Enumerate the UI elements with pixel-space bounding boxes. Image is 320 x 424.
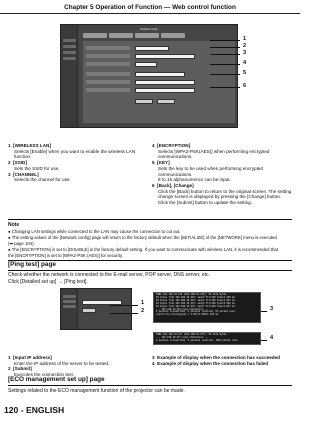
wireless-lan-toggle[interactable]: [135, 46, 169, 51]
note-item: (➡ page 104).: [8, 241, 35, 246]
desc-left-column: 1 [WIRELESS LAN] Selects [Enable] when you want to enable the wireless LAN function. 2 [SSID] Sets the SSID for use. 3 [CHANNEL] Selects the channel for use.: [8, 143, 136, 183]
ping-intro-line: Check whether the network is connected to the E-mail server, POP server, DNS server, etc.: [8, 272, 210, 278]
ping-callout-3: 3: [270, 306, 274, 312]
note-top-rule: [8, 219, 292, 220]
eco-section-rule: [8, 385, 292, 386]
callout-5: 5: [243, 70, 247, 76]
note-item: ● Changing LAN settings while connected to the LAN may cause the connection to cut out.: [8, 229, 181, 234]
ssid-field[interactable]: [135, 54, 195, 59]
ping-test-screenshot: [60, 288, 132, 330]
channel-select[interactable]: [135, 62, 157, 67]
change-button[interactable]: [157, 99, 175, 104]
callout-4: 4: [243, 60, 247, 66]
desc-key-title: [KEY]: [157, 160, 170, 166]
eco-section-heading: [ECO management set up] page: [8, 376, 105, 383]
desc-ssid-title: [SSID]: [13, 160, 27, 166]
callout-6: 6: [243, 83, 247, 89]
ping-section-rule: [8, 270, 292, 271]
ping-section-heading: [Ping test] page: [8, 261, 56, 268]
desc-wireless-lan-title: [WIRELESS LAN]: [13, 143, 51, 148]
note-item: ● The setting values of the [Network config] page will return to the factory default when the [INITIALIZE] of the [NETWORK] menu is executed: [8, 235, 277, 240]
desc-channel-title: [CHANNEL]: [13, 171, 39, 177]
ping-desc-right: 3 Example of display when the connection has succeeded 4 Example of display when the connection has failed: [152, 355, 280, 366]
desc-encryption-title: [ENCRYPTION]: [157, 143, 191, 148]
chapter-header: Chapter 5 Operation of Function — Web control function: [64, 4, 236, 11]
note-item: ● The [ENCRYPTION] is set to [DISABLE] in the factory default setting. If you want to communicate with wireless LAN, it is recommended that: [8, 247, 278, 252]
desc-back-change-title: [Back], [Change]: [157, 182, 194, 188]
note-title: Note: [8, 222, 20, 228]
ping-intro-line: Click [Detailed set up] → [Ping test].: [8, 279, 88, 285]
header-rule: [0, 13, 300, 14]
desc-right-column: 4 [ENCRYPTION] Selects [WPA2-PSK(AES)] when performing encrypted communications. 5 [KEY] Sets the key to be used when performing encrypted communications. 8 to 15 alphanumerics can be input. 6 [Back], [Change] Click the [Back] button to return to the original screen. The setting change screen is displayed by pressing the [Change] button. Click the [Submit] button to update the setting.: [152, 143, 292, 206]
screenshot-tabs: [83, 33, 185, 38]
ping-desc-left: 1 [Input IP address] Enter the IP address of the server to be tested. 2 [Submit] Executes the connection test.: [8, 355, 110, 378]
callout-2: 2: [243, 43, 247, 49]
eco-intro: Settings related to the ECO management function of the projector can be made.: [8, 388, 185, 394]
note-item: the [ENCRYPTION] is set to [WPA2-PSK (AES)] for security.: [8, 253, 123, 258]
callout-1: 1: [243, 36, 247, 42]
callout-3: 3: [243, 50, 247, 56]
back-button[interactable]: [135, 99, 153, 104]
page-number: 120 - ENGLISH: [4, 405, 65, 415]
ping-callout-2: 2: [141, 308, 145, 314]
key-field[interactable]: [135, 80, 195, 85]
ping-fail-output: PING 192.168.10.217 (192.168.10.217): 56 data bytes --- 192.168.10.217 ping statistics --- 4 packets transmitted, 0 packets received, 100% packet loss: [153, 332, 261, 345]
ping-success-output: PING 192.168.10.215 (192.168.10.215): 56 data bytes 64 bytes from 192.168.10.215: seq=0 ttl=128 time=1.258 ms 64 bytes from 192.168.10.215: seq=1 ttl=128 time=1.041 ms 64 bytes from 192.168.10.215: seq=2 ttl=128 time=1.062 ms 64 bytes from 192.168.10.215: seq=3 ttl=128 time=1.037 ms --- 192.168.10.215 ping statistics --- 4 packets transmitted, 4 packets received, 0% packet loss round-trip min/avg/max = 1.037/1.099/1.258 ms: [153, 292, 261, 323]
ping-callout-1: 1: [141, 300, 145, 306]
submit-button[interactable]: [82, 308, 96, 313]
key-confirm-field[interactable]: [135, 88, 195, 93]
encryption-select[interactable]: [135, 72, 185, 77]
ping-callout-4: 4: [270, 335, 274, 341]
screenshot-sidebar: [61, 25, 78, 127]
screenshot-title: Network config: [140, 28, 158, 31]
